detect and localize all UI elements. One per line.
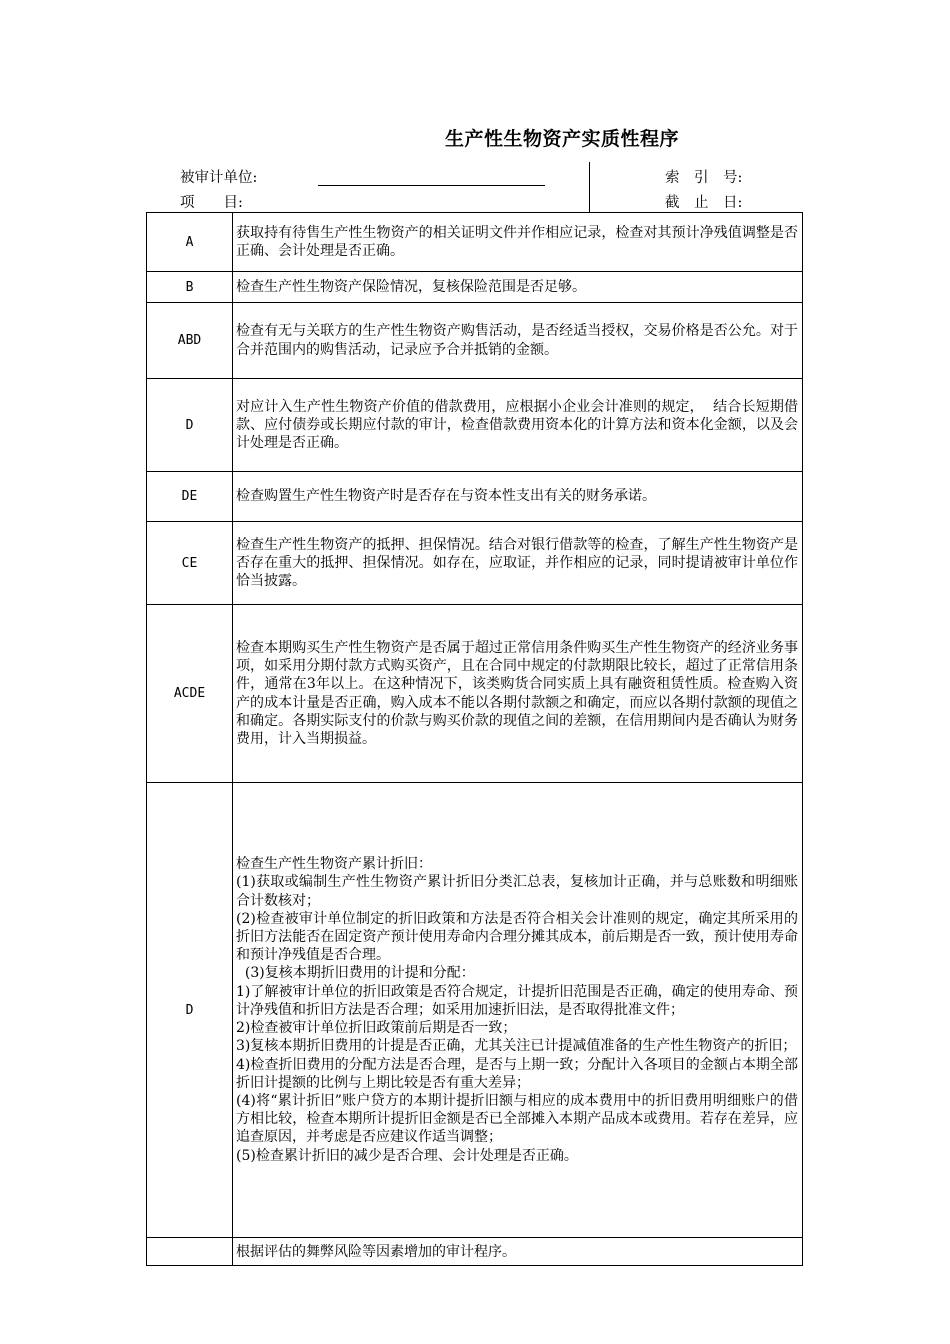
assertion-code: D <box>146 783 233 1237</box>
procedure-text: 检查生产性生物资产累计折旧： (1)获取或编制生产性生物资产累计折旧分类汇总表，复核加计正确，并与总账数和明细账合计数核对； (2)检查被审计单位制定的折旧政策和方法是否符合相关会计准则的规定，确定其所采用的折旧方法能否在固定资产预计使用寿命内合理分摊其成本，前后期是否一致，预计使用寿命和预计净残值是否合理。 (3)复核本期折旧费用的计提和分配： 1)了解被审计单位的折旧政策是否符合规定，计提折旧范围是否正确，确定的使用寿命、预计净残值和折旧方法是否合理；如采用加速折旧法，是否取得批准文件； 2)检查被审计单位折旧政策前后期是否一致； 3)复核本期折旧费用的计提是否正确，尤其关注已计提减值准备的生产性生物资产的折旧； 4)检查折旧费用的分配方法是否合理，是否与上期一致；分配计入各项目的金额占本期全部折旧计提额的比例与上期比较是否有重大差异； (4)将“累计折旧”账户贷方的本期计提折旧额与相应的成本费用中的折旧费用明细账户的借方相比较，检查本期所计提折旧金额是否已全部摊入本期产品成本或费用。若存在差异，应追查原因，并考虑是否应建议作适当调整； (5)检查累计折旧的减少是否合理、会计处理是否正确。 <box>233 783 803 1237</box>
cutoff-date-label: 截 止 日: <box>665 195 743 211</box>
index-number-label: 索 引 号: <box>665 170 743 186</box>
procedure-text: 根据评估的舞弊风险等因素增加的审计程序。 <box>233 1238 803 1266</box>
assertion-code: ABD <box>146 303 233 378</box>
procedures-table <box>146 212 803 1266</box>
assertion-code: B <box>146 272 233 302</box>
procedure-text: 对应计入生产性生物资产价值的借款费用，应根据小企业会计准则的规定， 结合长短期借款、应付债券或长期应付款的审计，检查借款费用资本化的计算方法和资本化金额，以及会计处理是否正确。 <box>233 379 803 471</box>
table-row <box>146 213 803 272</box>
table-row <box>146 272 803 303</box>
assertion-code: DE <box>146 472 233 521</box>
item-label: 项 目: <box>180 195 243 211</box>
audited-unit-underline <box>318 185 545 186</box>
procedure-text: 检查生产性生物资产的抵押、担保情况。结合对银行借款等的检查，了解生产性生物资产是否存在重大的抵押、担保情况。如存在，应取证，并作相应的记录，同时提请被审计单位作恰当披露。 <box>233 522 803 604</box>
assertion-code: D <box>146 379 233 471</box>
table-row <box>146 1238 803 1266</box>
header-separator <box>589 162 590 212</box>
assertion-code: CE <box>146 522 233 604</box>
table-row <box>146 522 803 605</box>
procedure-text: 检查购置生产性生物资产时是否存在与资本性支出有关的财务承诺。 <box>233 472 803 521</box>
page-title: 生产性生物资产实质性程序 <box>445 128 680 150</box>
procedure-text: 获取持有待售生产性生物资产的相关证明文件并作相应记录，检查对其预计净残值调整是否正确、会计处理是否正确。 <box>233 213 803 271</box>
table-row <box>146 303 803 379</box>
audited-unit-label: 被审计单位: <box>180 170 258 186</box>
table-row <box>146 605 803 783</box>
assertion-code: ACDE <box>146 605 233 782</box>
procedure-text: 检查有无与关联方的生产性生物资产购售活动，是否经适当授权，交易价格是否公允。对于合并范围内的购售活动，记录应予合并抵销的金额。 <box>233 303 803 378</box>
assertion-code: A <box>146 213 233 271</box>
table-row <box>146 783 803 1238</box>
table-row <box>146 472 803 522</box>
procedure-text: 检查生产性生物资产保险情况，复核保险范围是否足够。 <box>233 272 803 302</box>
assertion-code <box>146 1238 233 1266</box>
procedure-text: 检查本期购买生产性生物资产是否属于超过正常信用条件购买生产性生物资产的经济业务事项，如采用分期付款方式购买资产，且在合同中规定的付款期限比较长，超过了正常信用条件，通常在3年以上。在这种情况下，该类购货合同实质上具有融资租赁性质。检查购入资产的成本计量是否正确，购入成本不能以各期付款额之和确定，而应以各期付款额的现值之和确定。各期实际支付的价款与购买价款的现值之间的差额，在信用期间内是否确认为财务费用，计入当期损益。 <box>233 605 803 782</box>
table-row <box>146 379 803 472</box>
